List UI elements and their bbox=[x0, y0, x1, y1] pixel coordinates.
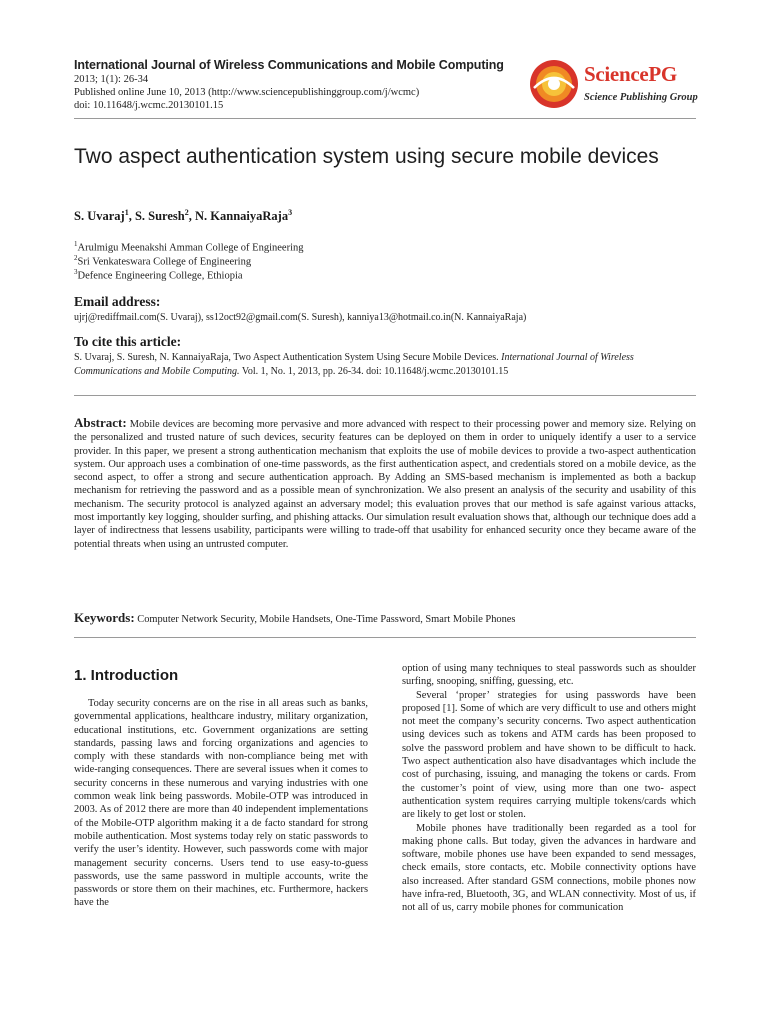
divider bbox=[74, 395, 696, 396]
affiliation-sup: 2 bbox=[74, 254, 78, 262]
citation-journal: International Journal of Wireless Communications and Mobile Computing. bbox=[74, 352, 634, 377]
author-sup: 1 bbox=[124, 208, 129, 217]
abstract-label: Abstract: bbox=[74, 415, 127, 430]
paragraph: Several ‘proper’ strategies for using passwords have been proposed [1]. Some of which are very difficult to use and others might not meet the company’s security concerns. Two aspect authentication using devices such as tokens and ATM cards has been proposed to solve the password problem and have shown to be difficult to hack. Two aspect authentication also have disadvantages which include the cost of purchasing, issuing, and managing the tokens or cards. From the customer’s point of view, using more than one two- aspect authentication system requires carrying multiple tokens/cards which are likely to get lost or stolen. bbox=[402, 689, 696, 821]
email-addresses: ujrj@rediffmail.com(S. Uvaraj), ss12oct92@gmail.com(S. Suresh), kanniya13@hotmail.co.in(N. KannaiyaRaja) bbox=[74, 312, 527, 323]
logo-subtitle: Science Publishing Group bbox=[584, 92, 698, 103]
journal-volume: 2013; 1(1): 26-34 bbox=[74, 74, 149, 85]
affiliation-text: Arulmigu Meenakshi Amman College of Engineering bbox=[77, 242, 304, 254]
cite-heading: To cite this article: bbox=[74, 334, 182, 349]
author-name: S. Uvaraj bbox=[74, 209, 125, 224]
paragraph: Mobile phones have traditionally been regarded as a tool for making phone calls. But today, given the advances in hardware and software, mobile phones use have been expanded to send messages, check emails, store contacts, etc. Mobile connectivity options have also increased. After standard GSM connections, mobile phones now have infra-red, Bluetooth, 3G, and WLAN connectivity. Most of us, if not all of us, carry mobile phones for communication bbox=[402, 822, 696, 914]
keywords bbox=[74, 610, 696, 626]
affiliation-sup: 3 bbox=[74, 268, 78, 276]
paragraph: option of using many techniques to steal passwords such as shoulder surfing, snooping, sniffing, guessing, etc. bbox=[402, 663, 696, 688]
divider bbox=[74, 637, 696, 638]
author-sup: 2 bbox=[184, 208, 189, 217]
section-heading: 1. Introduction bbox=[74, 667, 179, 684]
paragraph: Today security concerns are on the rise in all areas such as banks, governmental applications, healthcare industry, military organization, educational institutions, etc. Government organizations are setting standards, passing laws and forcing organizations and agencies to comply with these standards with non-compliance being met with wide-ranging consequences. There are several issues when it comes to security concerns in these numerous and varying industries with one common weak link being passwords. Mobile-OTP was introduced in 2003. As of 2012 there are more than 40 independent implementations of the Mobile-OTP algorithm making it a de facto standard for strong mobile authentication. Most systems today rely on static passwords to verify the user’s identity. However, such passwords come with major management security concerns. Users tend to use easy-to-guess passwords, use the same password in multiple accounts, write the passwords or store them on their machines, etc. Furthermore, hackers have the bbox=[74, 698, 368, 909]
sciencepg-logo bbox=[528, 58, 698, 112]
affiliation bbox=[74, 266, 243, 283]
citation-details: Vol. 1, No. 1, 2013, pp. 26-34. doi: 10.11648/j.wcmc.20130101.15 bbox=[241, 365, 509, 377]
citation bbox=[74, 351, 696, 378]
affiliation-text: Sri Venkateswara College of Engineering bbox=[77, 256, 252, 268]
author-name: S. Suresh bbox=[134, 209, 185, 224]
left-column bbox=[74, 697, 368, 910]
right-column bbox=[402, 662, 696, 915]
logo-name: SciencePG bbox=[584, 62, 677, 86]
author-name: N. KannaiyaRaja bbox=[195, 209, 289, 224]
affiliation-text: Defence Engineering College, Ethiopia bbox=[77, 270, 243, 282]
author-list: S. Uvaraj$^1$, S. Suresh$^2$, N. KannaiyaRaja$^3$ bbox=[74, 208, 293, 224]
author-sup: 3 bbox=[288, 208, 293, 217]
logo-emblem-icon bbox=[528, 58, 580, 110]
abstract bbox=[74, 416, 696, 551]
doi: doi: 10.11648/j.wcmc.20130101.15 bbox=[74, 100, 224, 111]
abstract-text: Mobile devices are becoming more pervasive and more advanced with respect to their processing power and memory size. Relying on the personalized and trusted nature of such devices, security features can be deployed on them in order to uniquely identify a user to a service provider. In this paper, we present a strong authentication mechanism that exploits the use of mobile devices to provide a two-aspect authentication system. Our approach uses a combination of one-time passwords, as the first authentication aspect, and credentials stored on a mobile device, as the second aspect, to offer a strong and secure authentication approach. By Adding an SMS-based mechanism is implemented as both a backup mechanism for retrieving the password and as a possible mean of synchronization. We also present an analysis of the security and usability of this mechanism. The security protocol is analyzed against an adversary model; this evaluation proves that our method is safe against various attacks, most importantly key logging, shoulder surfing, and phishing attacks. Our simulation result evaluation shows that, although our technique does add a layer of indirectness that lessens usability, participants were willing to trade-off that usability for enhanced security once they became aware of the potential threats when using an untrusted computer. bbox=[74, 419, 696, 550]
journal-name: International Journal of Wireless Communications and Mobile Computing bbox=[74, 58, 504, 72]
affiliation-sup: 1 bbox=[74, 240, 78, 248]
paper-title: Two aspect authentication system using secure mobile devices bbox=[74, 145, 659, 168]
keywords-text: Computer Network Security, Mobile Handsets, One-Time Password, Smart Mobile Phones bbox=[137, 614, 516, 625]
citation-authors: S. Uvaraj, S. Suresh, N. KannaiyaRaja, Two Aspect Authentication System Using Secure Mobile Devices. bbox=[74, 352, 499, 363]
publication-date: Published online June 10, 2013 (http://www.sciencepublishinggroup.com/j/wcmc) bbox=[74, 87, 420, 98]
email-heading: Email address: bbox=[74, 294, 161, 309]
keywords-label: Keywords: bbox=[74, 610, 135, 625]
header-divider bbox=[74, 118, 696, 119]
